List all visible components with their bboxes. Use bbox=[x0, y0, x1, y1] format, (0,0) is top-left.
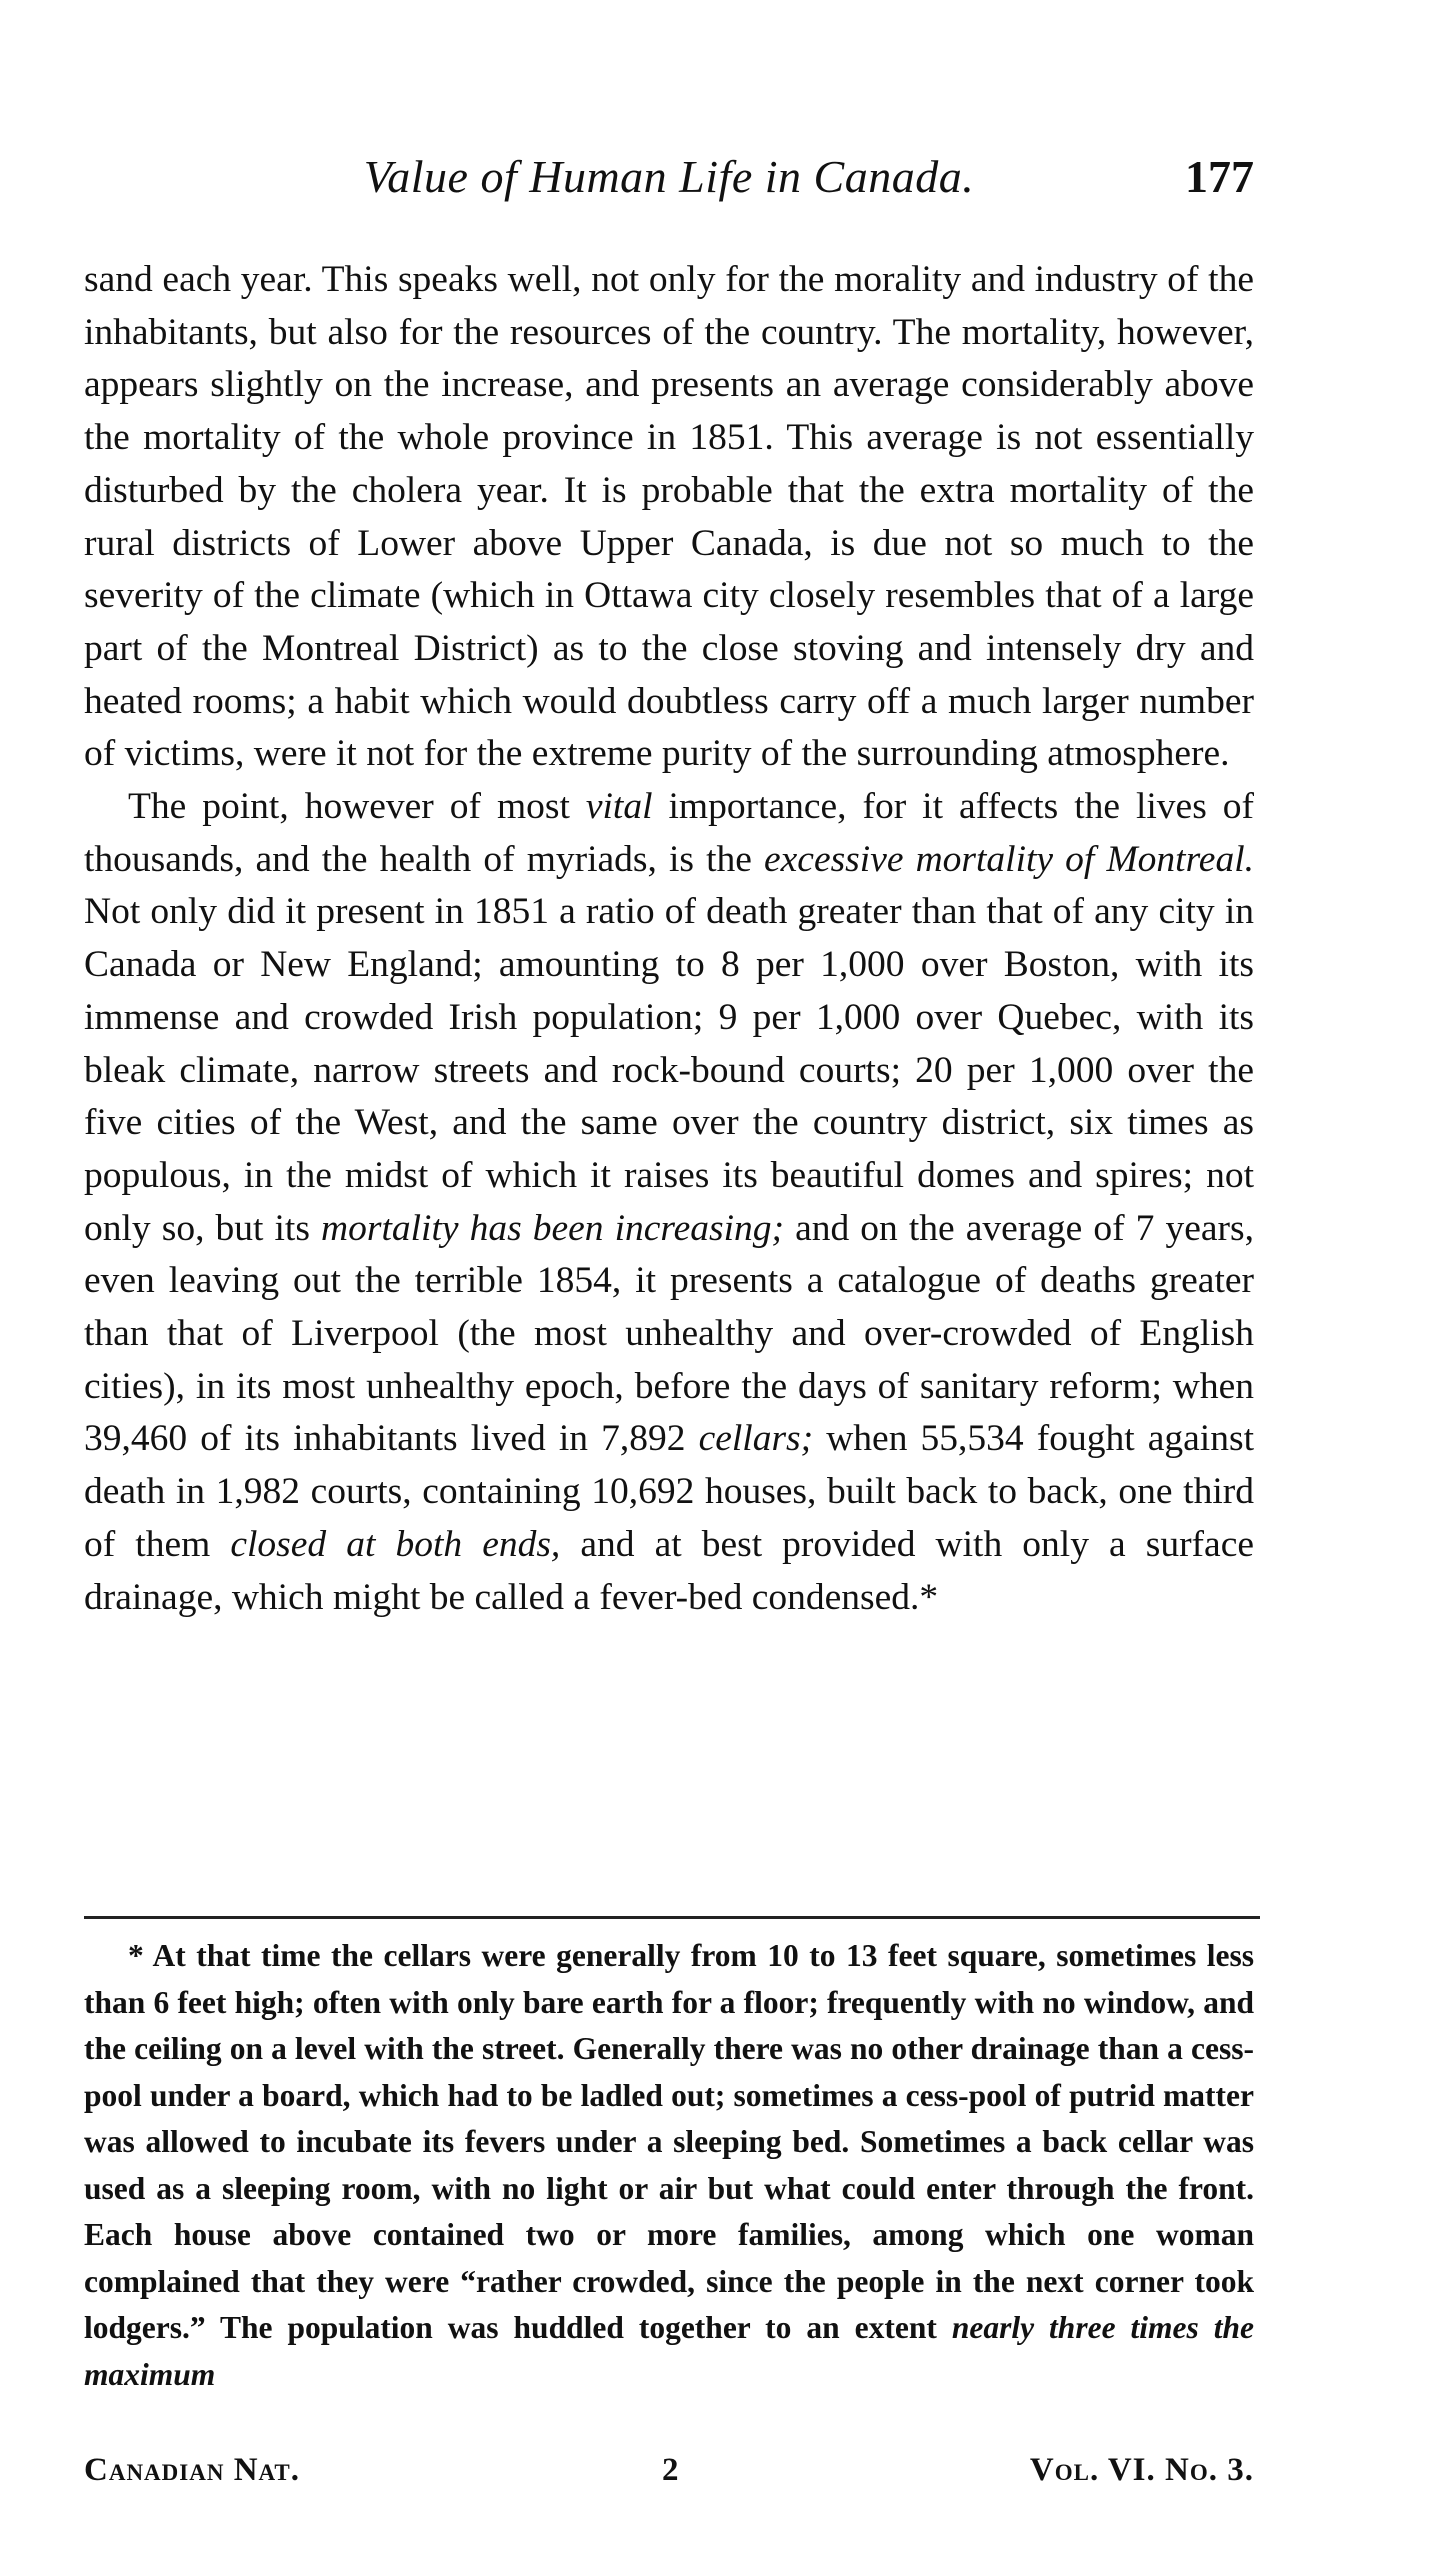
emphasis-excessive-mortality: excessive mortality of Montreal. bbox=[764, 838, 1254, 880]
footnote bbox=[84, 1933, 1254, 2398]
volume-number: Vol. VI. No. 3. bbox=[1029, 2452, 1254, 2488]
paragraph-2-text-6: and at best provided with only a surface drainage, which might be called a fever-bed condensed.* bbox=[84, 1523, 1254, 1618]
footnote-text: * At that time the cellars were generally from 10 to 13 feet square, sometimes less than 6 feet high; often with only bare earth for a floor; frequently with no window, and the ceiling on a level with the street. Generally there was no other drainage than a cess-pool under a board, which had to be ladled out; sometimes a cess-pool of putrid matter was allowed to incubate its fevers under a sleeping bed. Sometimes a back cellar was used as a sleeping room, with no light or air but what could enter through the front. Each house above contained two or more families, among which one woman complained that they were “rather crowded, since the people in the next corner took lodgers.” The population was huddled together to an extent bbox=[84, 1938, 1254, 2345]
signature-mark: 2 bbox=[662, 2452, 680, 2488]
paragraph-2-text-5: when 55,534 fought against death in 1,982 courts, containing 10,692 houses, built back to back, one third of them bbox=[84, 1418, 1254, 1565]
paragraph-2-text-2: importance, for it affects the lives of thousands, and the health of myriads, is the bbox=[84, 786, 1254, 880]
footnote-divider bbox=[84, 1916, 1260, 1919]
paragraph-2-text-1: The point, however of most bbox=[128, 786, 586, 828]
footnote-paragraph bbox=[84, 1933, 1254, 2398]
emphasis-vital: vital bbox=[585, 786, 653, 828]
emphasis-mortality-increasing: mortality has been increasing; bbox=[321, 1207, 785, 1249]
emphasis-cellars: cellars; bbox=[698, 1418, 814, 1460]
journal-name: Canadian Nat. bbox=[84, 2452, 301, 2488]
paragraph-2-text-3: Not only did it present in 1851 a ratio of death greater than that of any city in Canada or New England; amounting to 8 per 1,000 over Boston, with its immense and crowded Irish population; 9 per 1,000 over Quebec, with its bleak climate, narrow streets and rock-bound courts; 20 per 1,000 over the five cities of the West, and the same over the country district, six times as populous, in the midst of which it raises its beautiful domes and spires; not only so, but its bbox=[84, 891, 1254, 1249]
running-title: Value of Human Life in Canada. bbox=[363, 151, 975, 202]
paragraph-2 bbox=[84, 781, 1254, 1624]
page-footer bbox=[84, 2452, 1254, 2502]
page-header bbox=[84, 150, 1254, 220]
body-text bbox=[84, 254, 1254, 1624]
paragraph-2-text-4: and on the average of 7 years, even leaving out the terrible 1854, it presents a catalogue of deaths greater than that of Liverpool (the most unhealthy and over-crowded of English cities), in its most unhealthy epoch, before the days of sanitary reform; when 39,460 of its inhabitants lived in 7,892 bbox=[84, 1207, 1254, 1460]
footnote-emphasis: nearly three times the maximum bbox=[84, 2310, 1254, 2392]
paragraph-1: sand each year. This speaks well, not only for the morality and industry of the inhabitants, but also for the resources of the country. The mortality, however, appears slightly on the increase, and presents an average considerably above the mortality of the whole province in 1851. This average is not essentially disturbed by the cholera year. It is probable that the extra mortality of the rural districts of Lower above Upper Canada, is due not so much to the severity of the climate (which in Ottawa city closely resembles that of a large part of the Montreal District) as to the close stoving and intensely dry and heated rooms; a habit which would doubtless carry off a much larger number of victims, were it not for the extreme purity of the surrounding atmosphere. bbox=[84, 259, 1254, 775]
emphasis-closed-both-ends: closed at both ends, bbox=[230, 1523, 561, 1565]
page-number: 177 bbox=[1185, 151, 1254, 202]
